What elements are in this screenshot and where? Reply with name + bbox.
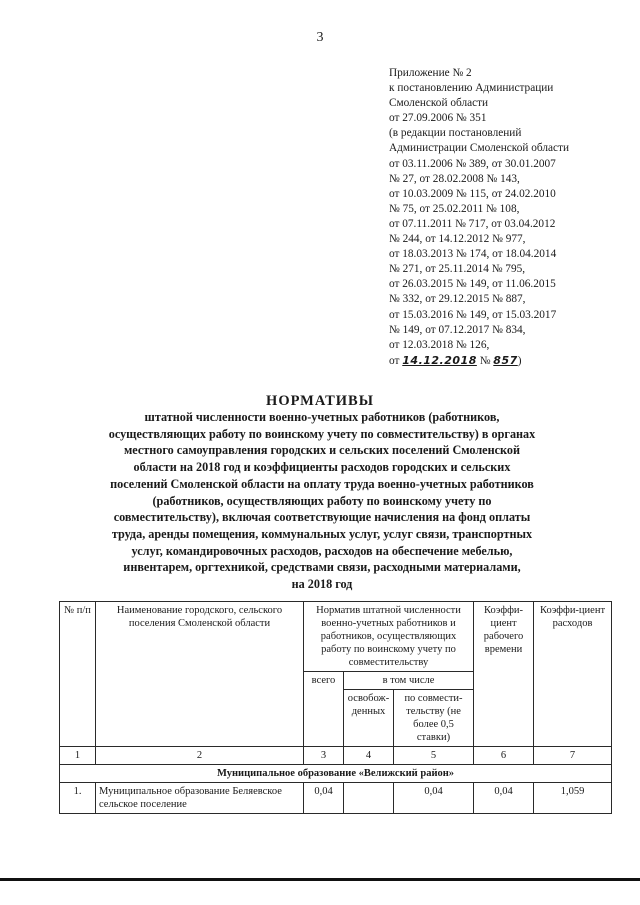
appendix-line: № 244, от 14.12.2012 № 977, [389,233,526,246]
appendix-line: № 75, от 25.02.2011 № 108, [389,202,520,215]
document-title: НОРМАТИВЫ [266,393,374,409]
column-number: 5 [394,747,474,765]
subtitle-line: на 2018 год [291,577,353,592]
appendix-closing-paren: ) [517,354,522,367]
appendix-line: Приложение № 2 [389,67,472,79]
subtitle-line: местного самоуправления городских и сельских поселений Смоленской [124,443,520,458]
appendix-line: от 15.03.2016 № 149, от 15.03.2017 [389,308,557,321]
appendix-line: от 07.11.2011 № 717, от 03.04.2012 [389,217,556,230]
subtitle-line: труда, аренды помещения, коммунальных услуг, услуг связи, транспортных [111,526,533,541]
row-released [344,783,394,814]
header-released: освобож-денных [344,690,394,747]
appendix-line: от 12.03.2018 № 126, [389,338,490,351]
appendix-number-label: № [479,354,491,367]
appendix-line: от 18.03.2013 № 174, от 18.04.2014 [389,248,557,261]
appendix-line: от 10.03.2009 № 115, от 24.02.2010 [389,187,556,200]
header-coef-time: Коэффи-циент рабочего времени [474,602,534,747]
row-coef-time: 0,04 [474,783,534,814]
appendix-line: от 26.03.2015 № 149, от 11.06.2015 [389,278,556,291]
handwritten-date: 14.12.2018 [402,353,477,367]
row-num: 1. [60,783,96,814]
table-row [60,783,612,814]
column-number: 4 [344,747,394,765]
page-number: 3 [316,30,324,45]
row-part-time: 0,04 [394,783,474,814]
appendix-line: (в редакции постановлений [389,127,522,140]
header-num: № п/п [60,602,96,747]
appendix-line: Администрации Смоленской области [389,142,569,155]
appendix-line: № 27, от 28.02.2008 № 143, [389,172,520,185]
section-title: Муниципальное образование «Велижский район» [60,765,612,783]
row-name: Муниципальное образование Беляевское сельское поселение [96,783,304,814]
header-total: всего [304,672,344,747]
column-numbers-row [60,747,612,765]
appendix-line: № 332, от 29.12.2015 № 887, [389,293,526,306]
column-number: 2 [96,747,304,765]
row-total: 0,04 [304,783,344,814]
subtitle-line: совместительству), включая соответствующие начисления на фонд оплаты [113,510,531,525]
subtitle-line: области на 2018 год и коэффициенты расходов городских и сельских [133,460,511,475]
appendix-line: от 03.11.2006 № 389, от 30.01.2007 [389,157,556,170]
subtitle-line: штатной численности военно-учетных работников (работников, [144,410,500,424]
appendix-line: от 27.09.2006 № 351 [389,112,487,125]
subtitle-line: осуществляющих работу по воинскому учету по совместительству) в органах [108,426,536,441]
document-subtitle [72,409,572,593]
column-number: 6 [474,747,534,765]
column-number: 7 [534,747,612,765]
header-coef-expenses: Коэффи-циент расходов [534,602,612,747]
handwritten-number: 857 [493,353,518,367]
header-including: в том числе [344,672,474,690]
appendix-last-prefix: от [389,354,400,367]
subtitle-line: (работников, осуществляющих работу по воинскому учету по [152,493,492,508]
appendix-last-line [389,353,629,369]
subtitle-line: услуг, командировочных расходов, расходов на обеспечение мебелью, [131,543,513,558]
column-number: 1 [60,747,96,765]
appendix-block [389,66,629,369]
subtitle-line: поселений Смоленской области на оплату труда военно-учетных работников [110,476,534,491]
norms-table [59,601,612,814]
row-coef-expenses: 1,059 [534,783,612,814]
header-name: Наименование городского, сельского поселения Смоленской области [96,602,304,747]
appendix-line: к постановлению Администрации [389,82,554,95]
subtitle-line: инвентарем, оргтехникой, средствами связи, расходными материалами, [123,560,521,575]
bottom-rule [0,878,640,881]
appendix-line: № 149, от 07.12.2017 № 834, [389,323,526,336]
appendix-line: Смоленской области [389,97,489,110]
header-norm: Норматив штатной численности военно-учетных работников и работников, осуществляющих работу по воинскому учету по совместительству [304,602,474,672]
header-part-time: по совмести-тельству (не более 0,5 ставки) [394,690,474,747]
column-number: 3 [304,747,344,765]
appendix-line: № 271, от 25.11.2014 № 795, [389,263,526,276]
section-row [60,765,612,783]
